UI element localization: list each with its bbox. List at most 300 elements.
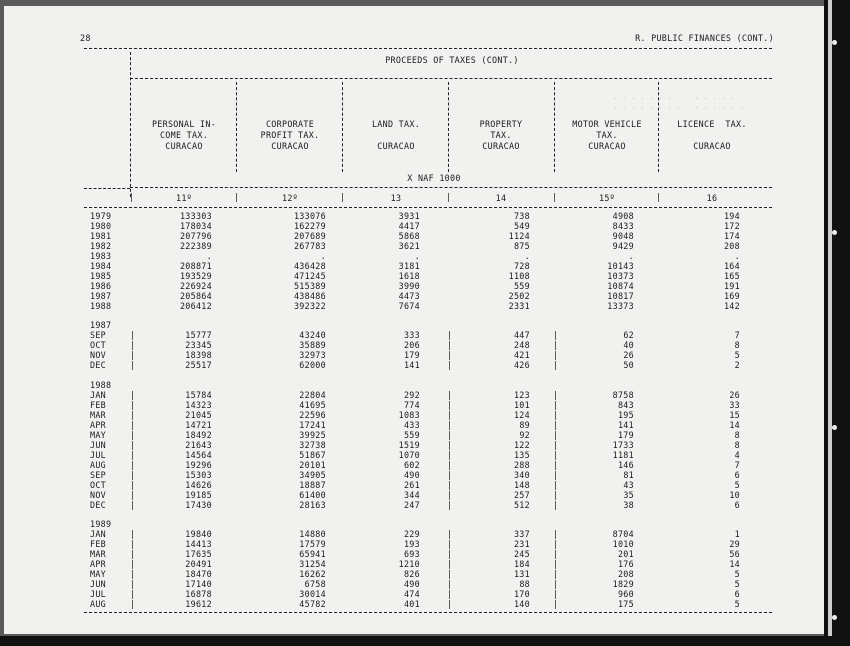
cell-value: 14323 [185, 400, 212, 411]
row-label: 1988 [90, 380, 112, 391]
row-label: 1985 [90, 270, 112, 281]
row-bar: | [447, 529, 453, 540]
row-bar: | [130, 429, 136, 440]
cell-value: 194 [723, 211, 740, 221]
cell-value: 26 [729, 390, 740, 401]
cell-value: 559 [403, 429, 420, 440]
row-label: 1987 [90, 290, 112, 301]
row-bar: | [447, 439, 453, 450]
cell-value: 333 [403, 330, 420, 341]
row-bar: | [447, 449, 453, 460]
cell-value: 25517 [185, 360, 212, 371]
header-rule [130, 78, 772, 79]
cell-value: 7674 [398, 300, 420, 311]
bottom-rule [84, 612, 772, 613]
row-label: JUN [90, 439, 107, 450]
cell-value: 14626 [185, 479, 212, 490]
row-label: 1984 [90, 260, 112, 271]
cell-value: 257 [513, 489, 530, 500]
cell-value: 162279 [293, 220, 326, 231]
cell-value: 179 [403, 350, 420, 361]
cell-value: 193 [403, 539, 420, 550]
column-header-line: PROPERTY [479, 119, 523, 129]
column-header-line: CURACAO [271, 141, 309, 151]
row-label: 1987 [90, 320, 112, 331]
row-bar: | [447, 419, 453, 430]
column-number-separator: | [552, 192, 558, 202]
row-label: 1988 [90, 300, 112, 311]
cell-value: 6 [734, 469, 740, 480]
cell-value: 22596 [299, 410, 326, 420]
row-bar: | [130, 579, 136, 590]
row-label: SEP [90, 330, 107, 341]
row-bar: | [553, 499, 559, 510]
page-number: 28 [80, 33, 91, 43]
cell-value: 195 [617, 410, 634, 420]
cell-value: 14 [729, 419, 740, 430]
cell-value: 1181 [612, 449, 634, 460]
cell-value: 222389 [179, 240, 212, 251]
row-bar: | [130, 330, 136, 341]
cell-value: 38 [623, 499, 634, 510]
column-header-line: CURACAO [377, 141, 415, 151]
cell-value: 6 [734, 589, 740, 600]
main-header: PROCEEDS OF TAXES (CONT.) [385, 55, 519, 65]
row-bar: | [553, 589, 559, 600]
row-bar: | [553, 469, 559, 480]
row-label: 1980 [90, 220, 112, 231]
cell-value: 176 [617, 559, 634, 570]
cell-value: 14564 [185, 449, 212, 460]
cell-value: 960 [617, 589, 634, 600]
column-header-line: CURACAO [165, 141, 203, 151]
cell-value: 141 [617, 419, 634, 430]
row-bar: | [130, 410, 136, 420]
row-bar: | [553, 429, 559, 440]
cell-value: 148 [513, 479, 530, 490]
row-label: SEP [90, 469, 107, 480]
row-bar: | [447, 489, 453, 500]
cell-value: 1010 [612, 539, 634, 550]
cell-value: 207689 [293, 230, 326, 241]
unit-label: X NAF 1000 [407, 173, 461, 183]
row-bar: | [447, 539, 453, 550]
cell-value: . [320, 250, 326, 261]
cell-value: 7 [734, 459, 740, 470]
cell-value: 65941 [299, 549, 326, 560]
cell-value: 21643 [185, 439, 212, 450]
column-header-line: CURACAO [693, 141, 731, 151]
cell-value: 267783 [293, 240, 326, 251]
book-binding [824, 0, 850, 646]
cell-value: 245 [513, 549, 530, 560]
cell-value: 602 [403, 459, 420, 470]
row-bar: | [553, 479, 559, 490]
row-label: 1989 [90, 519, 112, 530]
cell-value: 33 [729, 400, 740, 411]
row-bar: | [553, 350, 559, 361]
row-label: NOV [90, 350, 107, 361]
cell-value: 490 [403, 579, 420, 590]
row-bar: | [130, 340, 136, 351]
cell-value: 19185 [185, 489, 212, 500]
cell-value: 10817 [607, 290, 634, 301]
cell-value: 30014 [299, 589, 326, 600]
cell-value: 19840 [185, 529, 212, 540]
row-bar: | [553, 559, 559, 570]
cell-value: 8 [734, 439, 740, 450]
row-bar: | [447, 549, 453, 560]
row-bar: | [447, 499, 453, 510]
cell-value: 170 [513, 589, 530, 600]
cell-value: 15784 [185, 390, 212, 401]
row-label: MAY [90, 429, 107, 440]
cell-value: 7 [734, 330, 740, 341]
cell-value: 17430 [185, 499, 212, 510]
cell-value: 92 [519, 429, 530, 440]
row-bar: | [130, 390, 136, 401]
cell-value: 17241 [299, 419, 326, 430]
row-label: 1983 [90, 250, 112, 261]
row-bar: | [447, 340, 453, 351]
cell-value: 35 [623, 489, 634, 500]
cell-value: 18470 [185, 569, 212, 580]
row-bar: | [447, 410, 453, 420]
cell-value: 142 [723, 300, 740, 311]
cell-value: 426 [513, 360, 530, 371]
row-label: JUL [90, 449, 107, 460]
cell-value: 14 [729, 559, 740, 570]
cell-value: 34905 [299, 469, 326, 480]
cell-value: 421 [513, 350, 530, 361]
column-number-separator: | [656, 192, 662, 202]
cell-value: 122 [513, 439, 530, 450]
cell-value: 29 [729, 539, 740, 550]
cell-value: 17140 [185, 579, 212, 590]
row-label: FEB [90, 400, 107, 411]
cell-value: 1519 [398, 439, 420, 450]
cell-value: 3931 [398, 211, 420, 221]
cell-value: 1210 [398, 559, 420, 570]
cell-value: 4473 [398, 290, 420, 301]
cell-value: 39925 [299, 429, 326, 440]
cell-value: 81 [623, 469, 634, 480]
row-label: JAN [90, 390, 107, 401]
cell-value: . [414, 250, 420, 261]
document-page [4, 6, 824, 634]
row-bar: | [130, 569, 136, 580]
column-header-line: COME TAX. [159, 130, 209, 140]
cell-value: 288 [513, 459, 530, 470]
row-label: JUL [90, 589, 107, 600]
cell-value: 549 [513, 220, 530, 231]
row-label: AUG [90, 599, 107, 610]
cell-value: 61400 [299, 489, 326, 500]
cell-value: 133076 [293, 211, 326, 221]
unit-rule [130, 187, 772, 188]
column-number-separator: | [446, 192, 452, 202]
cell-value: 738 [513, 211, 530, 221]
cell-value: 6758 [304, 579, 326, 590]
left-rule [84, 188, 130, 189]
cell-value: 45782 [299, 599, 326, 610]
cell-value: 15777 [185, 330, 212, 341]
row-bar: | [130, 449, 136, 460]
cell-value: 8433 [612, 220, 634, 231]
cell-value: 3990 [398, 280, 420, 291]
cell-value: 4 [734, 449, 740, 460]
row-bar: | [553, 569, 559, 580]
cell-value: 471245 [293, 270, 326, 281]
row-bar: | [130, 439, 136, 450]
cell-value: 26 [623, 350, 634, 361]
cell-value: 15303 [185, 469, 212, 480]
column-number-separator: | [234, 192, 240, 202]
cell-value: 31254 [299, 559, 326, 570]
row-label: JAN [90, 529, 107, 540]
column-number: 15º [598, 193, 616, 203]
cell-value: 165 [723, 270, 740, 281]
row-bar: | [447, 559, 453, 570]
cell-value: 337 [513, 529, 530, 540]
row-bar: | [130, 419, 136, 430]
cell-value: 19296 [185, 459, 212, 470]
cell-value: 490 [403, 469, 420, 480]
cell-value: . [206, 250, 212, 261]
cell-value: 5868 [398, 230, 420, 241]
cell-value: 8 [734, 429, 740, 440]
cell-value: 16878 [185, 589, 212, 600]
row-bar: | [553, 549, 559, 560]
row-label: DEC [90, 360, 107, 371]
row-bar: | [130, 589, 136, 600]
column-header-line: PROFIT TAX. [260, 130, 320, 140]
row-bar: | [447, 469, 453, 480]
cell-value: 140 [513, 599, 530, 610]
cell-value: 1733 [612, 439, 634, 450]
column-header-line: PERSONAL IN- [151, 119, 217, 129]
cell-value: 43240 [299, 330, 326, 341]
cell-value: 14721 [185, 419, 212, 430]
cell-value: 172 [723, 220, 740, 231]
row-bar: | [130, 559, 136, 570]
row-bar: | [130, 360, 136, 371]
cell-value: 2502 [508, 290, 530, 301]
row-label: MAR [90, 410, 107, 420]
row-label: APR [90, 419, 107, 430]
cell-value: 9048 [612, 230, 634, 241]
cell-value: 1108 [508, 270, 530, 281]
cell-value: 175 [617, 599, 634, 610]
cell-value: 436428 [293, 260, 326, 271]
cell-value: . [628, 250, 634, 261]
row-bar: | [553, 489, 559, 500]
row-label: DEC [90, 499, 107, 510]
cell-value: . [524, 250, 530, 261]
cell-value: 135 [513, 449, 530, 460]
cell-value: 101 [513, 400, 530, 411]
cell-value: 4417 [398, 220, 420, 231]
cell-value: 226924 [179, 280, 212, 291]
cell-value: 20491 [185, 559, 212, 570]
cell-value: 164 [723, 260, 740, 271]
cell-value: 35889 [299, 340, 326, 351]
row-label: 1982 [90, 240, 112, 251]
row-bar: | [447, 350, 453, 361]
cell-value: 515389 [293, 280, 326, 291]
cell-value: 392322 [293, 300, 326, 311]
column-header-line: TAX. [596, 130, 618, 140]
cell-value: 205864 [179, 290, 212, 301]
row-label: OCT [90, 340, 107, 351]
row-bar: | [553, 390, 559, 401]
cell-value: 229 [403, 529, 420, 540]
cell-value: 141 [403, 360, 420, 371]
row-bar: | [553, 459, 559, 470]
cell-value: 123 [513, 390, 530, 401]
row-label: MAR [90, 549, 107, 560]
row-bar: | [447, 599, 453, 610]
cell-value: 10874 [607, 280, 634, 291]
row-bar: | [447, 459, 453, 470]
cell-value: 146 [617, 459, 634, 470]
row-bar: | [553, 599, 559, 610]
row-bar: | [130, 459, 136, 470]
column-header-line: CORPORATE [265, 119, 315, 129]
cell-value: 207796 [179, 230, 212, 241]
scan-bottom-edge [0, 636, 850, 646]
cell-value: 32973 [299, 350, 326, 361]
cell-value: 18887 [299, 479, 326, 490]
cell-value: . [734, 250, 740, 261]
row-bar: | [553, 529, 559, 540]
cell-value: 3621 [398, 240, 420, 251]
row-bar: | [130, 499, 136, 510]
cell-value: 206 [403, 340, 420, 351]
cell-value: 17635 [185, 549, 212, 560]
cell-value: 292 [403, 390, 420, 401]
cell-value: 9429 [612, 240, 634, 251]
cell-value: 174 [723, 230, 740, 241]
cell-value: 28163 [299, 499, 326, 510]
row-bar: | [553, 449, 559, 460]
row-bar: | [447, 429, 453, 440]
cell-value: 474 [403, 589, 420, 600]
column-number-separator: | [129, 192, 135, 202]
column-number: 16 [706, 193, 718, 203]
row-label: MAY [90, 569, 107, 580]
row-bar: | [130, 549, 136, 560]
column-number: 11º [175, 193, 193, 203]
cell-value: 231 [513, 539, 530, 550]
column-number-separator: | [340, 192, 346, 202]
row-bar: | [447, 390, 453, 401]
column-header-line: CURACAO [482, 141, 520, 151]
cell-value: 22804 [299, 390, 326, 401]
cell-value: 261 [403, 479, 420, 490]
cell-value: 50 [623, 360, 634, 371]
cell-value: 1829 [612, 579, 634, 590]
cell-value: 206412 [179, 300, 212, 311]
cell-value: 18398 [185, 350, 212, 361]
cell-value: 5 [734, 599, 740, 610]
row-label: 1979 [90, 211, 112, 221]
row-label: FEB [90, 539, 107, 550]
show-through: . . . . . . . . . . . . . . . . . . . . . . . . . . [613, 92, 744, 110]
top-rule [84, 48, 772, 49]
cell-value: 1124 [508, 230, 530, 241]
cell-value: 14413 [185, 539, 212, 550]
cell-value: 208 [723, 240, 740, 251]
cell-value: 8 [734, 340, 740, 351]
cell-value: 51867 [299, 449, 326, 460]
cell-value: 56 [729, 549, 740, 560]
cell-value: 10143 [607, 260, 634, 271]
cell-value: 401 [403, 599, 420, 610]
row-bar: | [447, 479, 453, 490]
row-bar: | [447, 569, 453, 580]
row-bar: | [130, 350, 136, 361]
row-bar: | [130, 400, 136, 411]
cell-value: 23345 [185, 340, 212, 351]
cell-value: 10373 [607, 270, 634, 281]
cell-value: 512 [513, 499, 530, 510]
cell-value: 193529 [179, 270, 212, 281]
cell-value: 8758 [612, 390, 634, 401]
column-number: 12º [281, 193, 299, 203]
row-label: JUN [90, 579, 107, 590]
cell-value: 559 [513, 280, 530, 291]
cell-value: 169 [723, 290, 740, 301]
row-bar: | [130, 529, 136, 540]
cell-value: 5 [734, 579, 740, 590]
row-bar: | [553, 400, 559, 411]
cell-value: 16262 [299, 569, 326, 580]
column-header-line: LICENCE TAX. [677, 119, 747, 129]
cell-value: 247 [403, 499, 420, 510]
cell-value: 41695 [299, 400, 326, 411]
row-bar: | [130, 489, 136, 500]
cell-value: 5 [734, 479, 740, 490]
row-label: 1986 [90, 280, 112, 291]
cell-value: 43 [623, 479, 634, 490]
row-bar: | [130, 539, 136, 550]
cell-value: 728 [513, 260, 530, 271]
cell-value: 4908 [612, 211, 634, 221]
cell-value: 19612 [185, 599, 212, 610]
cell-value: 179 [617, 429, 634, 440]
cell-value: 6 [734, 499, 740, 510]
cell-value: 693 [403, 549, 420, 560]
row-bar: | [447, 579, 453, 590]
cell-value: 184 [513, 559, 530, 570]
cell-value: 178034 [179, 220, 212, 231]
cell-value: 248 [513, 340, 530, 351]
column-header-line: CURACAO [588, 141, 626, 151]
cell-value: 843 [617, 400, 634, 411]
cell-value: 89 [519, 419, 530, 430]
cell-value: 1070 [398, 449, 420, 460]
row-label: NOV [90, 489, 107, 500]
cell-value: 208871 [179, 260, 212, 271]
row-bar: | [130, 599, 136, 610]
cell-value: 15 [729, 410, 740, 420]
row-label: APR [90, 559, 107, 570]
cell-value: 826 [403, 569, 420, 580]
cell-value: 18492 [185, 429, 212, 440]
cell-value: 447 [513, 330, 530, 341]
cell-value: 344 [403, 489, 420, 500]
